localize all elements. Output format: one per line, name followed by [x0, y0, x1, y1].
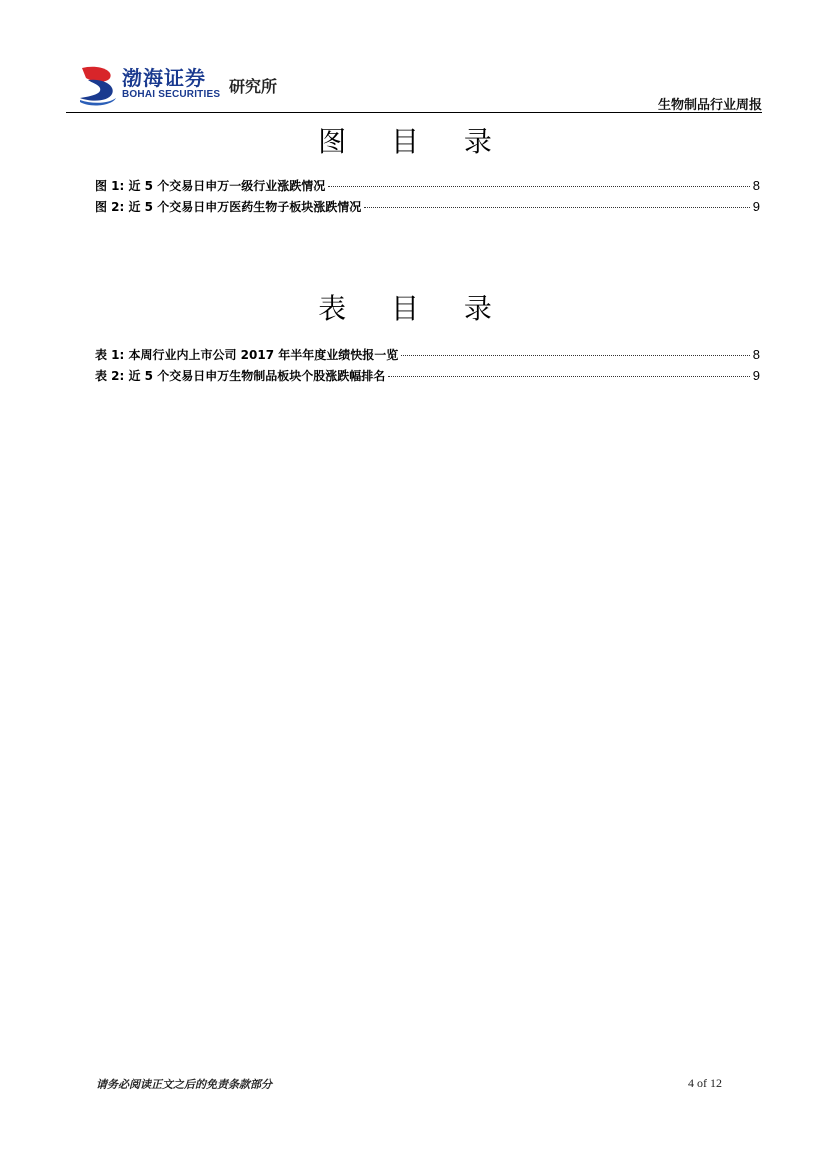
toc-item-page: 8 — [752, 178, 760, 193]
logo-english-name: BOHAI SECURITIES — [122, 89, 221, 100]
toc-item-label: 表 1: 本周行业内上市公司 2017 年半年度业绩快报一览 — [95, 348, 399, 362]
toc-item-figure-1[interactable] — [95, 177, 760, 198]
toc-item-figure-2[interactable] — [95, 198, 760, 219]
toc-item-table-2[interactable] — [95, 367, 760, 388]
footer-page-number: 4 of 12 — [688, 1076, 722, 1090]
header-divider — [66, 112, 762, 113]
bohai-logo-icon — [78, 64, 118, 106]
toc-leader-dots — [328, 186, 750, 187]
tables-toc-list — [95, 346, 760, 388]
tables-toc-title: 表 目 录 — [318, 292, 510, 325]
toc-item-label: 表 2: 近 5 个交易日申万生物制品板块个股涨跌幅排名 — [95, 369, 386, 383]
logo-chinese-name: 渤海证券 — [122, 66, 206, 90]
toc-leader-dots — [364, 207, 750, 208]
toc-item-table-1[interactable] — [95, 346, 760, 367]
footer-disclaimer: 请务必阅读正文之后的免责条款部分 — [96, 1078, 272, 1091]
toc-item-label: 图 2: 近 5 个交易日申万医药生物子板块涨跌情况 — [95, 200, 362, 214]
toc-item-page: 9 — [752, 368, 760, 383]
figures-toc-list — [95, 177, 760, 219]
page-header — [66, 60, 762, 112]
report-type: 生物制品行业周报 — [657, 98, 762, 113]
toc-leader-dots — [388, 376, 750, 377]
figures-toc-title: 图 目 录 — [318, 125, 510, 158]
toc-item-label: 图 1: 近 5 个交易日申万一级行业涨跌情况 — [95, 179, 326, 193]
institute-name: 研究所 — [229, 77, 278, 96]
toc-item-page: 9 — [752, 199, 760, 214]
toc-leader-dots — [401, 355, 750, 356]
toc-item-page: 8 — [752, 347, 760, 362]
